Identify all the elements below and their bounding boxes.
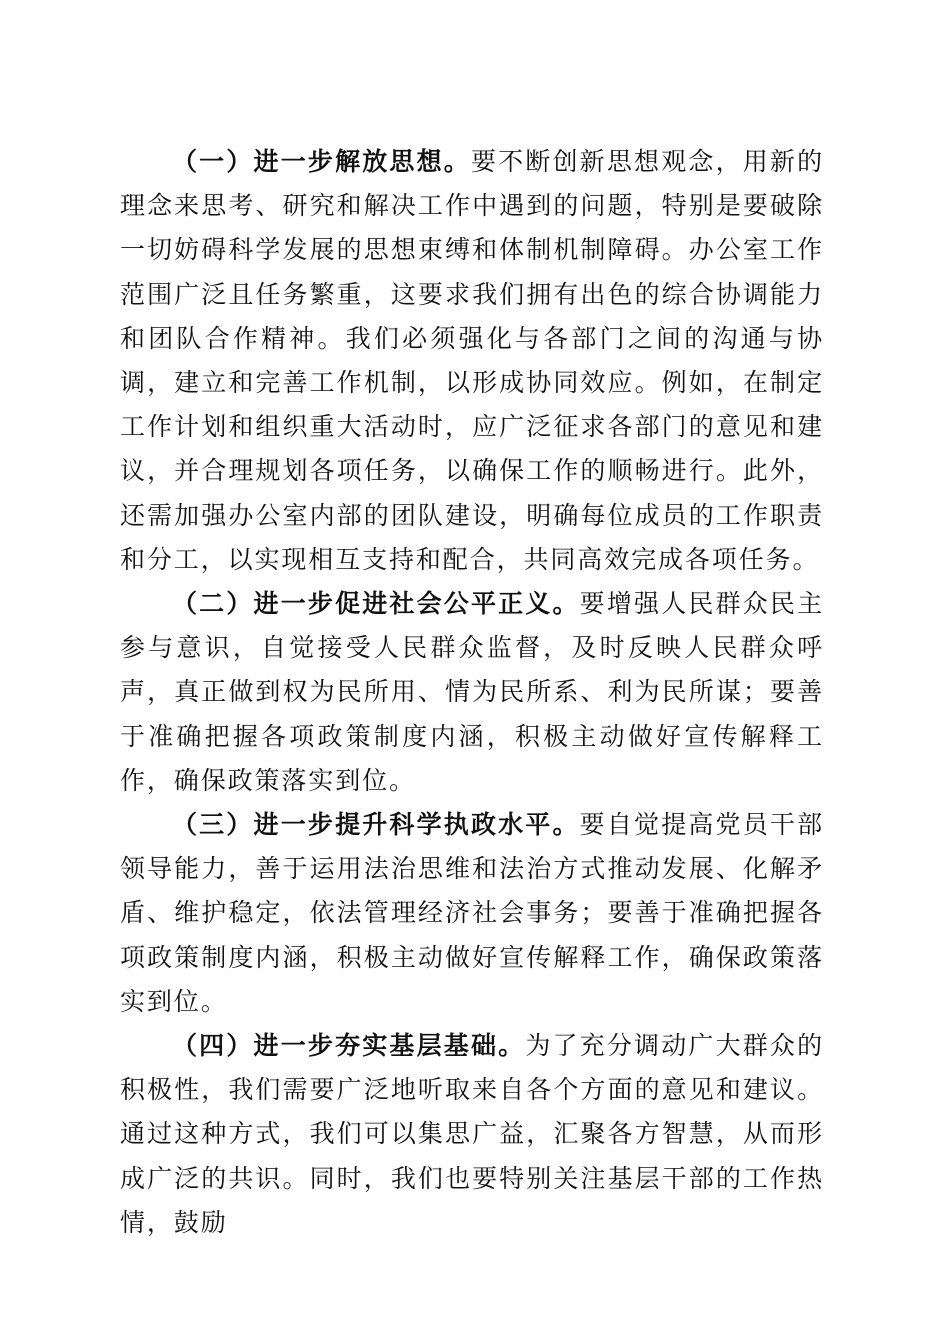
paragraph-1-body: 要不断创新思想观念，用新的理念来思考、研究和解决工作中遇到的问题，特别是要破除一切妨碍科学发展的思想束缚和体制机制障碍。办公室工作范围广泛且任务繁重，这要求我们拥有出色的综合协调能力和团队合作精神。我们必须强化与各部门之间的沟通与协调，建立和完善工作机制，以形成协同效应。例如，在制定工作计划和组织重大活动时，应广泛征求各部门的意见和建议，并合理规划各项任务，以确保工作的顺畅进行。此外，还需加强办公室内部的团队建设，明确每位成员的工作职责和分工，以实现相互支持和配合，共同高效完成各项任务。 [120, 147, 825, 574]
paragraph-1-heading: （一）进一步解放思想。 [172, 147, 471, 176]
paragraph-3-body: 要自觉提高党员干部领导能力，善于运用法治思维和法治方式推动发展、化解矛盾、维护稳定，依法管理经济社会事务；要善于准确把握各项政策制度内涵，积极主动做好宣传解释工作，确保政策落实到位。 [120, 810, 824, 1016]
document-body [120, 140, 824, 1245]
paragraph-4-heading: （四）进一步夯实基层基础。 [172, 1031, 526, 1061]
paragraph-2-body: 要增强人民群众民主参与意识，自觉接受人民群众监督，及时反映人民群众呼声，真正做到权为民所用、情为民所系、利为民所谋；要善于准确把握各项政策制度内涵，积极主动做好宣传解释工作，确保政策落实到位。 [120, 589, 824, 795]
paragraph-1 [120, 140, 824, 582]
paragraph-2 [120, 582, 824, 803]
paragraph-3 [120, 803, 824, 1024]
paragraph-4-body: 为了充分调动广大群众的积极性，我们需要广泛地听取来自各个方面的意见和建议。通过这种方式，我们可以集思广益，汇聚各方智慧，从而形成广泛的共识。同时，我们也要特别关注基层干部的工作热情，鼓励 [120, 1031, 825, 1237]
paragraph-3-heading: （三）进一步提升科学执政水平。 [172, 810, 580, 840]
paragraph-4 [120, 1024, 824, 1245]
paragraph-2-heading: （二）进一步促进社会公平正义。 [172, 589, 580, 619]
